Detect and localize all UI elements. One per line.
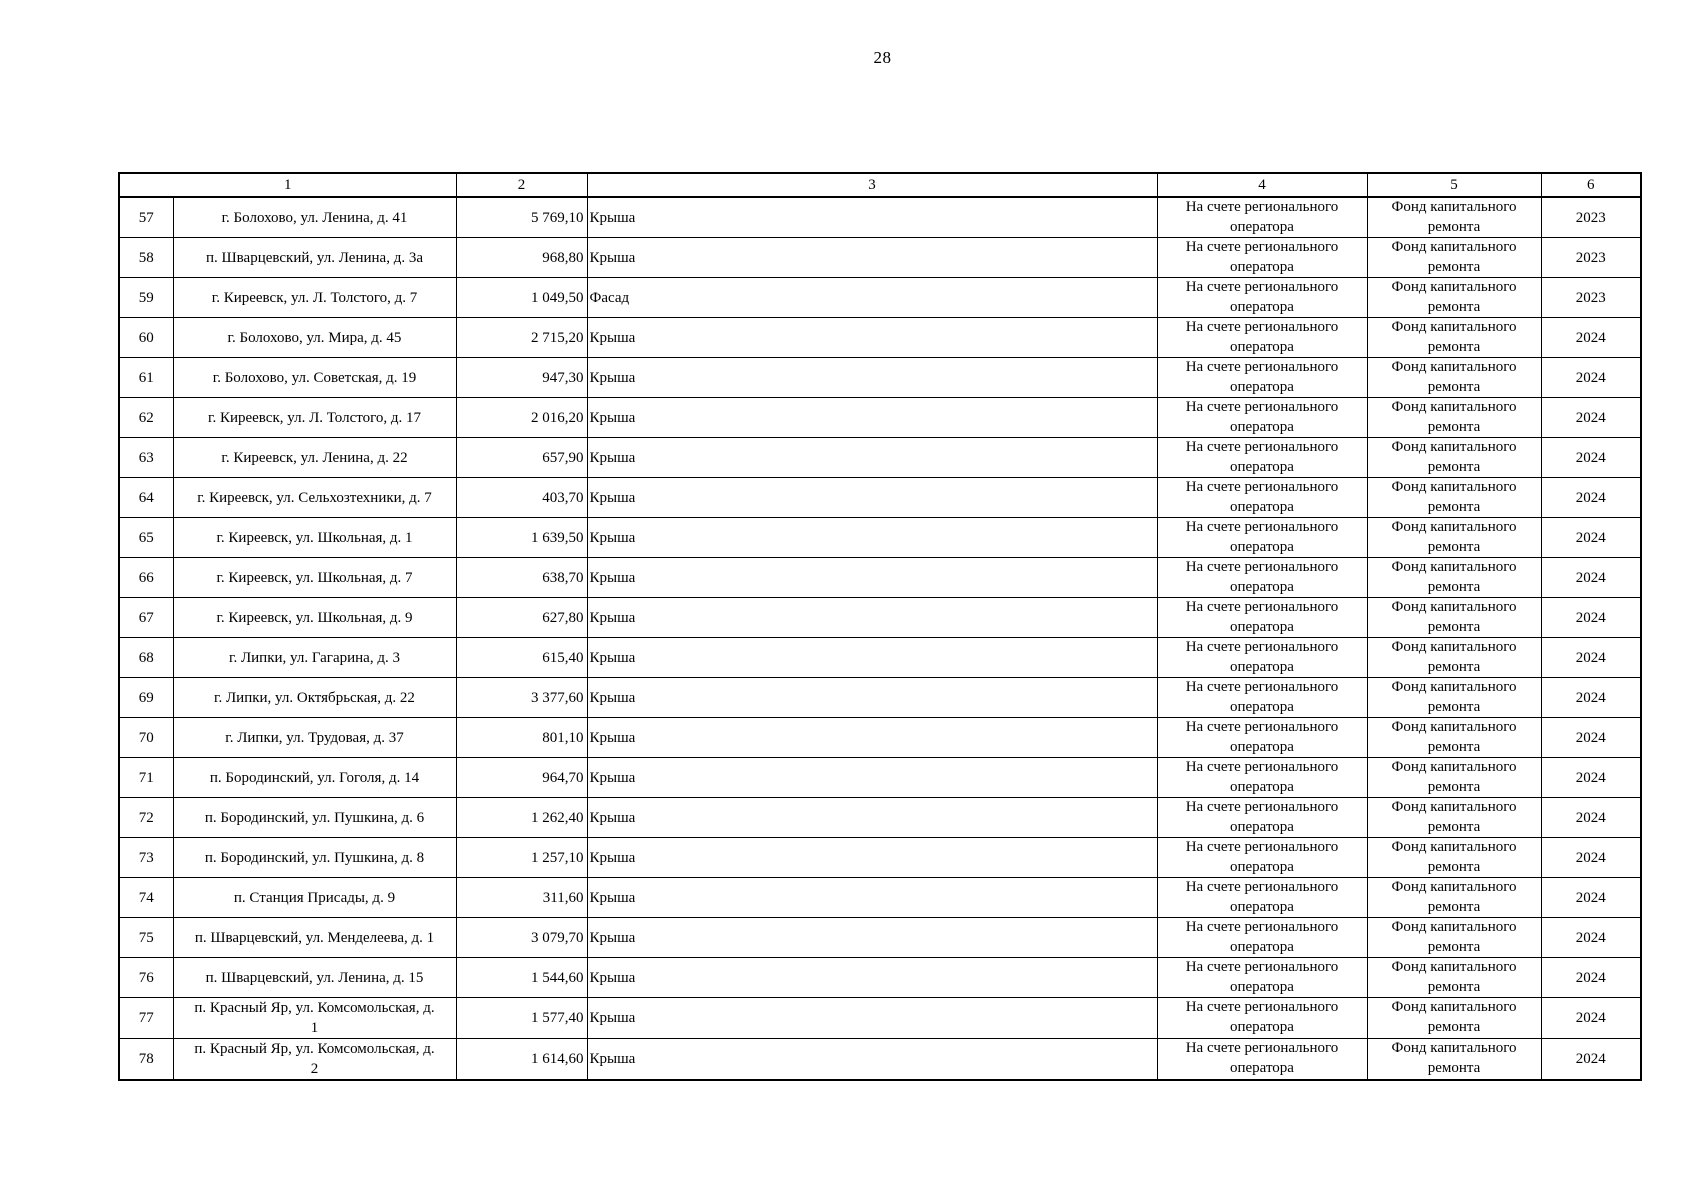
source-line-1: Фонд капитального xyxy=(1391,799,1517,815)
row-number: 62 xyxy=(119,398,173,438)
account-line-2: оператора xyxy=(1230,498,1294,515)
area-cell: 947,30 xyxy=(456,358,587,398)
account-line-2: оператора xyxy=(1230,458,1294,475)
source-line-1: Фонд капитального xyxy=(1391,439,1517,455)
account-cell xyxy=(1157,838,1367,878)
work-type-cell: Крыша xyxy=(587,638,1157,678)
year-cell: 2023 xyxy=(1541,238,1641,278)
year-cell: 2024 xyxy=(1541,1039,1641,1081)
funding-source-cell xyxy=(1367,478,1541,518)
address-cell: п. Бородинский, ул. Пушкина, д. 6 xyxy=(173,798,456,838)
source-line-1: Фонд капитального xyxy=(1391,519,1517,535)
area-cell: 311,60 xyxy=(456,878,587,918)
source-line-2: ремонта xyxy=(1427,338,1481,355)
account-cell xyxy=(1157,558,1367,598)
table-row xyxy=(119,318,1641,358)
header-col-1: 1 xyxy=(119,173,456,197)
source-line-2: ремонта xyxy=(1427,858,1481,875)
year-cell: 2024 xyxy=(1541,638,1641,678)
address-cell: г. Болохово, ул. Ленина, д. 41 xyxy=(173,197,456,238)
account-cell xyxy=(1157,878,1367,918)
account-line-1: На счете регионального xyxy=(1185,359,1339,375)
year-cell: 2024 xyxy=(1541,878,1641,918)
row-number: 72 xyxy=(119,798,173,838)
account-line-2: оператора xyxy=(1230,778,1294,795)
work-type-cell: Крыша xyxy=(587,678,1157,718)
account-line-2: оператора xyxy=(1230,858,1294,875)
area-cell: 1 257,10 xyxy=(456,838,587,878)
account-line-1: На счете регионального xyxy=(1185,1040,1339,1056)
funding-source-cell xyxy=(1367,438,1541,478)
address-cell xyxy=(173,998,456,1039)
year-cell: 2024 xyxy=(1541,958,1641,998)
row-number: 65 xyxy=(119,518,173,558)
funding-source-cell xyxy=(1367,598,1541,638)
row-number: 71 xyxy=(119,758,173,798)
row-number: 69 xyxy=(119,678,173,718)
work-type-cell: Крыша xyxy=(587,718,1157,758)
source-line-2: ремонта xyxy=(1427,298,1481,315)
address-cell: г. Липки, ул. Гагарина, д. 3 xyxy=(173,638,456,678)
account-line-1: На счете регионального xyxy=(1185,999,1339,1015)
table-row xyxy=(119,1039,1641,1081)
work-type-cell: Крыша xyxy=(587,878,1157,918)
year-cell: 2024 xyxy=(1541,678,1641,718)
account-cell xyxy=(1157,758,1367,798)
address-cell: г. Киреевск, ул. Сельхозтехники, д. 7 xyxy=(173,478,456,518)
account-line-1: На счете регионального xyxy=(1185,199,1339,215)
year-cell: 2024 xyxy=(1541,478,1641,518)
row-number: 64 xyxy=(119,478,173,518)
area-cell: 1 262,40 xyxy=(456,798,587,838)
address-line-2: 1 xyxy=(310,1020,319,1036)
area-cell: 657,90 xyxy=(456,438,587,478)
account-line-2: оператора xyxy=(1230,338,1294,355)
area-cell: 403,70 xyxy=(456,478,587,518)
source-line-2: ремонта xyxy=(1427,578,1481,595)
year-cell: 2024 xyxy=(1541,558,1641,598)
year-cell: 2024 xyxy=(1541,518,1641,558)
source-line-1: Фонд капитального xyxy=(1391,959,1517,975)
table-row xyxy=(119,678,1641,718)
source-line-2: ремонта xyxy=(1427,738,1481,755)
funding-source-cell xyxy=(1367,878,1541,918)
row-number: 68 xyxy=(119,638,173,678)
account-line-1: На счете регионального xyxy=(1185,919,1339,935)
row-number: 67 xyxy=(119,598,173,638)
work-type-cell: Крыша xyxy=(587,358,1157,398)
row-number: 78 xyxy=(119,1039,173,1081)
source-line-1: Фонд капитального xyxy=(1391,199,1517,215)
funding-source-cell xyxy=(1367,358,1541,398)
source-line-1: Фонд капитального xyxy=(1391,639,1517,655)
account-line-1: На счете регионального xyxy=(1185,239,1339,255)
account-cell xyxy=(1157,398,1367,438)
source-line-2: ремонта xyxy=(1427,418,1481,435)
account-line-1: На счете регионального xyxy=(1185,319,1339,335)
account-line-2: оператора xyxy=(1230,378,1294,395)
source-line-2: ремонта xyxy=(1427,818,1481,835)
account-line-1: На счете регионального xyxy=(1185,479,1339,495)
source-line-1: Фонд капитального xyxy=(1391,999,1517,1015)
table-header-row xyxy=(119,173,1641,197)
address-cell: г. Киреевск, ул. Л. Толстого, д. 7 xyxy=(173,278,456,318)
account-line-1: На счете регионального xyxy=(1185,759,1339,775)
year-cell: 2024 xyxy=(1541,918,1641,958)
table-row xyxy=(119,238,1641,278)
year-cell: 2023 xyxy=(1541,278,1641,318)
funding-source-cell xyxy=(1367,798,1541,838)
row-number: 70 xyxy=(119,718,173,758)
area-cell: 2 016,20 xyxy=(456,398,587,438)
source-line-1: Фонд капитального xyxy=(1391,719,1517,735)
funding-source-cell xyxy=(1367,918,1541,958)
work-type-cell: Крыша xyxy=(587,197,1157,238)
funding-source-cell xyxy=(1367,838,1541,878)
address-cell: п. Шварцевский, ул. Ленина, д. 15 xyxy=(173,958,456,998)
work-type-cell: Крыша xyxy=(587,438,1157,478)
source-line-2: ремонта xyxy=(1427,1059,1481,1076)
header-col-4: 4 xyxy=(1157,173,1367,197)
account-line-1: На счете регионального xyxy=(1185,599,1339,615)
account-line-1: На счете регионального xyxy=(1185,679,1339,695)
work-type-cell: Крыша xyxy=(587,958,1157,998)
header-col-3: 3 xyxy=(587,173,1157,197)
address-cell: г. Болохово, ул. Мира, д. 45 xyxy=(173,318,456,358)
account-cell xyxy=(1157,518,1367,558)
source-line-1: Фонд капитального xyxy=(1391,599,1517,615)
funding-source-cell xyxy=(1367,638,1541,678)
account-line-2: оператора xyxy=(1230,298,1294,315)
funding-source-cell xyxy=(1367,718,1541,758)
table-row xyxy=(119,838,1641,878)
repair-table xyxy=(118,172,1642,1081)
area-cell: 1 577,40 xyxy=(456,998,587,1039)
work-type-cell: Крыша xyxy=(587,838,1157,878)
table-body xyxy=(119,197,1641,1080)
area-cell: 968,80 xyxy=(456,238,587,278)
address-cell xyxy=(173,1039,456,1081)
work-type-cell: Крыша xyxy=(587,398,1157,438)
account-cell xyxy=(1157,638,1367,678)
work-type-cell: Крыша xyxy=(587,478,1157,518)
account-line-2: оператора xyxy=(1230,738,1294,755)
account-cell xyxy=(1157,197,1367,238)
table-row xyxy=(119,638,1641,678)
area-cell: 1 049,50 xyxy=(456,278,587,318)
source-line-1: Фонд капитального xyxy=(1391,879,1517,895)
source-line-2: ремонта xyxy=(1427,538,1481,555)
header-col-6: 6 xyxy=(1541,173,1641,197)
row-number: 63 xyxy=(119,438,173,478)
table-row xyxy=(119,398,1641,438)
account-line-2: оператора xyxy=(1230,1018,1294,1035)
account-cell xyxy=(1157,438,1367,478)
table-row xyxy=(119,918,1641,958)
account-line-2: оператора xyxy=(1230,258,1294,275)
area-cell: 3 079,70 xyxy=(456,918,587,958)
table-row xyxy=(119,278,1641,318)
account-line-1: На счете регионального xyxy=(1185,799,1339,815)
address-cell: г. Киреевск, ул. Л. Толстого, д. 17 xyxy=(173,398,456,438)
account-line-2: оператора xyxy=(1230,698,1294,715)
year-cell: 2024 xyxy=(1541,998,1641,1039)
source-line-2: ремонта xyxy=(1427,698,1481,715)
address-cell: г. Киреевск, ул. Школьная, д. 9 xyxy=(173,598,456,638)
source-line-1: Фонд капитального xyxy=(1391,239,1517,255)
address-line-2: 2 xyxy=(310,1061,319,1077)
account-cell xyxy=(1157,918,1367,958)
work-type-cell: Крыша xyxy=(587,998,1157,1039)
area-cell: 801,10 xyxy=(456,718,587,758)
address-cell: г. Болохово, ул. Советская, д. 19 xyxy=(173,358,456,398)
area-cell: 638,70 xyxy=(456,558,587,598)
table-row xyxy=(119,998,1641,1039)
account-line-2: оператора xyxy=(1230,938,1294,955)
source-line-1: Фонд капитального xyxy=(1391,1040,1517,1056)
funding-source-cell xyxy=(1367,278,1541,318)
row-number: 74 xyxy=(119,878,173,918)
year-cell: 2024 xyxy=(1541,758,1641,798)
table-row xyxy=(119,558,1641,598)
row-number: 77 xyxy=(119,998,173,1039)
work-type-cell: Крыша xyxy=(587,798,1157,838)
year-cell: 2024 xyxy=(1541,598,1641,638)
account-cell xyxy=(1157,958,1367,998)
source-line-1: Фонд капитального xyxy=(1391,759,1517,775)
table-row xyxy=(119,798,1641,838)
funding-source-cell xyxy=(1367,238,1541,278)
work-type-cell: Фасад xyxy=(587,278,1157,318)
account-line-1: На счете регионального xyxy=(1185,879,1339,895)
address-line-1: п. Красный Яр, ул. Комсомольская, д. xyxy=(194,1041,435,1057)
year-cell: 2024 xyxy=(1541,358,1641,398)
source-line-1: Фонд капитального xyxy=(1391,319,1517,335)
table-row xyxy=(119,478,1641,518)
row-number: 75 xyxy=(119,918,173,958)
funding-source-cell xyxy=(1367,558,1541,598)
work-type-cell: Крыша xyxy=(587,758,1157,798)
source-line-2: ремонта xyxy=(1427,618,1481,635)
account-cell xyxy=(1157,998,1367,1039)
account-line-1: На счете регионального xyxy=(1185,439,1339,455)
year-cell: 2024 xyxy=(1541,318,1641,358)
source-line-1: Фонд капитального xyxy=(1391,679,1517,695)
table-row xyxy=(119,878,1641,918)
funding-source-cell xyxy=(1367,518,1541,558)
source-line-1: Фонд капитального xyxy=(1391,919,1517,935)
area-cell: 1 544,60 xyxy=(456,958,587,998)
funding-source-cell xyxy=(1367,398,1541,438)
area-cell: 5 769,10 xyxy=(456,197,587,238)
area-cell: 964,70 xyxy=(456,758,587,798)
address-cell: г. Липки, ул. Трудовая, д. 37 xyxy=(173,718,456,758)
account-line-2: оператора xyxy=(1230,898,1294,915)
work-type-cell: Крыша xyxy=(587,318,1157,358)
address-cell: п. Бородинский, ул. Гоголя, д. 14 xyxy=(173,758,456,798)
account-line-2: оператора xyxy=(1230,218,1294,235)
work-type-cell: Крыша xyxy=(587,598,1157,638)
row-number: 60 xyxy=(119,318,173,358)
account-line-1: На счете регионального xyxy=(1185,559,1339,575)
account-line-2: оператора xyxy=(1230,658,1294,675)
funding-source-cell xyxy=(1367,958,1541,998)
account-line-1: На счете регионального xyxy=(1185,639,1339,655)
page-number: 28 xyxy=(873,48,892,67)
source-line-2: ремонта xyxy=(1427,938,1481,955)
address-cell: п. Бородинский, ул. Пушкина, д. 8 xyxy=(173,838,456,878)
work-type-cell: Крыша xyxy=(587,918,1157,958)
funding-source-cell xyxy=(1367,1039,1541,1081)
funding-source-cell xyxy=(1367,758,1541,798)
address-cell: п. Станция Присады, д. 9 xyxy=(173,878,456,918)
source-line-2: ремонта xyxy=(1427,458,1481,475)
account-line-1: На счете регионального xyxy=(1185,719,1339,735)
table-row xyxy=(119,358,1641,398)
address-cell: г. Киреевск, ул. Школьная, д. 7 xyxy=(173,558,456,598)
account-line-2: оператора xyxy=(1230,818,1294,835)
address-cell: г. Липки, ул. Октябрьская, д. 22 xyxy=(173,678,456,718)
account-cell xyxy=(1157,278,1367,318)
area-cell: 1 614,60 xyxy=(456,1039,587,1081)
account-line-1: На счете регионального xyxy=(1185,399,1339,415)
area-cell: 2 715,20 xyxy=(456,318,587,358)
account-line-2: оператора xyxy=(1230,538,1294,555)
address-cell: г. Киреевск, ул. Ленина, д. 22 xyxy=(173,438,456,478)
account-cell xyxy=(1157,238,1367,278)
work-type-cell: Крыша xyxy=(587,558,1157,598)
funding-source-cell xyxy=(1367,197,1541,238)
source-line-2: ремонта xyxy=(1427,978,1481,995)
table-row xyxy=(119,518,1641,558)
account-line-2: оператора xyxy=(1230,618,1294,635)
account-cell xyxy=(1157,358,1367,398)
account-line-1: На счете регионального xyxy=(1185,279,1339,295)
row-number: 59 xyxy=(119,278,173,318)
account-line-2: оператора xyxy=(1230,418,1294,435)
year-cell: 2023 xyxy=(1541,197,1641,238)
table-row xyxy=(119,438,1641,478)
header-col-2: 2 xyxy=(456,173,587,197)
work-type-cell: Крыша xyxy=(587,238,1157,278)
account-cell xyxy=(1157,678,1367,718)
year-cell: 2024 xyxy=(1541,838,1641,878)
funding-source-cell xyxy=(1367,678,1541,718)
year-cell: 2024 xyxy=(1541,718,1641,758)
year-cell: 2024 xyxy=(1541,798,1641,838)
source-line-1: Фонд капитального xyxy=(1391,399,1517,415)
source-line-2: ремонта xyxy=(1427,778,1481,795)
area-cell: 627,80 xyxy=(456,598,587,638)
account-line-2: оператора xyxy=(1230,1059,1294,1076)
source-line-2: ремонта xyxy=(1427,658,1481,675)
account-cell xyxy=(1157,718,1367,758)
account-line-2: оператора xyxy=(1230,978,1294,995)
account-cell xyxy=(1157,598,1367,638)
area-cell: 1 639,50 xyxy=(456,518,587,558)
address-line-1: п. Красный Яр, ул. Комсомольская, д. xyxy=(194,1000,435,1016)
account-line-1: На счете регионального xyxy=(1185,839,1339,855)
source-line-2: ремонта xyxy=(1427,258,1481,275)
source-line-2: ремонта xyxy=(1427,898,1481,915)
row-number: 57 xyxy=(119,197,173,238)
account-line-1: На счете регионального xyxy=(1185,959,1339,975)
address-cell: п. Шварцевский, ул. Ленина, д. 3а xyxy=(173,238,456,278)
table-row xyxy=(119,758,1641,798)
row-number: 76 xyxy=(119,958,173,998)
row-number: 73 xyxy=(119,838,173,878)
work-type-cell: Крыша xyxy=(587,518,1157,558)
source-line-1: Фонд капитального xyxy=(1391,359,1517,375)
source-line-2: ремонта xyxy=(1427,1018,1481,1035)
area-cell: 3 377,60 xyxy=(456,678,587,718)
account-cell xyxy=(1157,318,1367,358)
source-line-1: Фонд капитального xyxy=(1391,279,1517,295)
table-row xyxy=(119,598,1641,638)
work-type-cell: Крыша xyxy=(587,1039,1157,1081)
source-line-2: ремонта xyxy=(1427,218,1481,235)
source-line-2: ремонта xyxy=(1427,498,1481,515)
year-cell: 2024 xyxy=(1541,438,1641,478)
area-cell: 615,40 xyxy=(456,638,587,678)
account-cell xyxy=(1157,798,1367,838)
account-line-1: На счете регионального xyxy=(1185,519,1339,535)
funding-source-cell xyxy=(1367,318,1541,358)
year-cell: 2024 xyxy=(1541,398,1641,438)
source-line-1: Фонд капитального xyxy=(1391,479,1517,495)
row-number: 61 xyxy=(119,358,173,398)
account-line-2: оператора xyxy=(1230,578,1294,595)
source-line-1: Фонд капитального xyxy=(1391,839,1517,855)
table-row xyxy=(119,718,1641,758)
source-line-2: ремонта xyxy=(1427,378,1481,395)
table-row xyxy=(119,958,1641,998)
address-cell: г. Киреевск, ул. Школьная, д. 1 xyxy=(173,518,456,558)
account-cell xyxy=(1157,478,1367,518)
source-line-1: Фонд капитального xyxy=(1391,559,1517,575)
repair-table-container xyxy=(118,172,1640,1081)
account-cell xyxy=(1157,1039,1367,1081)
address-cell: п. Шварцевский, ул. Менделеева, д. 1 xyxy=(173,918,456,958)
row-number: 58 xyxy=(119,238,173,278)
header-col-5: 5 xyxy=(1367,173,1541,197)
funding-source-cell xyxy=(1367,998,1541,1039)
row-number: 66 xyxy=(119,558,173,598)
table-row xyxy=(119,197,1641,238)
